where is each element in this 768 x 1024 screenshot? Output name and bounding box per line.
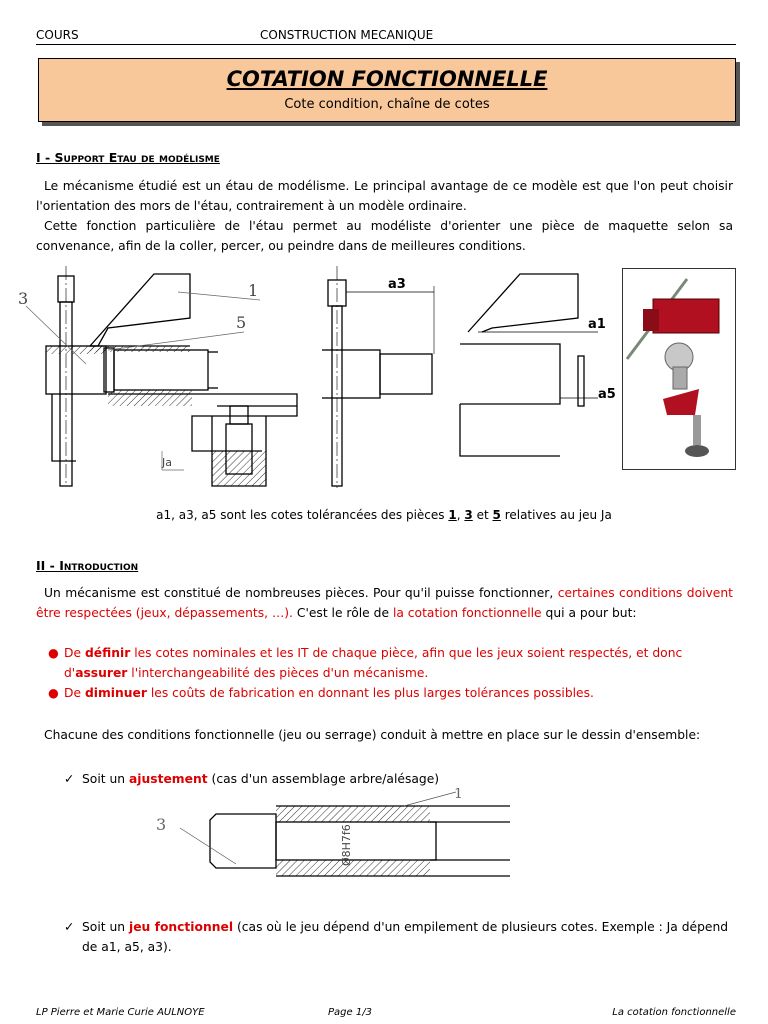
footer-center: Page 1/3 [328,1007,372,1018]
check2-pre: Soit un [82,920,126,934]
caption-sep: , [456,508,461,522]
fit-drawing [150,788,540,898]
label-part3-left: 3 [18,289,29,308]
caption-part5: 5 [492,508,501,522]
fit-label-part1: 1 [454,788,463,802]
intro-a: Un mécanisme est constitué de nombreuses pièces. Pour qu'il puisse fonctionner, [44,586,554,600]
check2-post: (cas où le jeu dépend d'un empilement de plusieurs cotes. Exemple : Ja dépend de a1, a5, a3). [82,920,729,954]
check1-post: (cas d'un assemblage arbre/alésage) [211,772,440,786]
title-box [38,58,736,122]
fit-label-part3: 3 [156,815,167,834]
page-header [36,28,736,45]
label-a5: a5 [598,387,616,402]
intro-red: certaines conditions doivent être respectées (jeux, dépassements, …). [36,586,733,620]
section1-p1: Le mécanisme étudié est un étau de modélisme. Le principal avantage de ce modèle est que l'on peut choisir l'orientation des mors de l'étau, contrairement à un modèle ordinaire. [36,179,733,213]
footer-left: LP Pierre et Marie Curie AULNOYE [36,1007,205,1018]
bullet-item-2 [48,683,733,703]
vise-drawing-right [322,266,622,491]
page-subtitle: Cote condition, chaîne de cotes [284,97,490,112]
vise-drawing-left [12,266,312,491]
vise-photo [622,268,736,470]
fit-label: Ø8H7f6 [340,824,353,866]
section2-heading: II - Introduction [36,558,139,573]
section2-intro [36,583,733,623]
bullet2-bold: diminuer [84,686,147,700]
intro-c: qui a pour but: [545,606,637,620]
header-center: CONSTRUCTION MECANIQUE [260,28,434,42]
checkmark-icon: ✓ [64,772,75,786]
check-item-ajustement [64,769,732,789]
label-a3: a3 [388,277,406,292]
bullet1-post: l'interchangeabilité des pièces d'un mécanisme. [131,666,429,680]
label-part5-left: 5 [236,313,247,332]
bullet2-pre: De [64,686,82,700]
label-ja: Ja [162,456,172,469]
footer-right: La cotation fonctionnelle [612,1007,736,1018]
section1-p2: Cette fonction particulière de l'étau permet au modéliste d'orienter une pièce de maquette selon sa convenance, afin de la coller, percer, ou peindre dans de meilleures conditions. [36,219,733,253]
check-item-jeu [64,917,732,957]
intro-b: C'est le rôle de [296,606,390,620]
page-title: COTATION FONCTIONNELLE [226,67,548,91]
check2-bold: jeu fonctionnel [129,920,234,934]
bullet1-mid: les cotes nominales et les IT de chaque pièce, afin que les jeux soient respectés, et donc d' [64,646,683,680]
label-part1-left: 1 [248,281,259,300]
caption-part3: 3 [464,508,473,522]
caption-part1: 1 [448,508,457,522]
label-a1: a1 [588,317,606,332]
red-dot-icon: ● [48,686,59,700]
bullet-item-1 [48,643,733,683]
check1-pre: Soit un [82,772,126,786]
header-left: COURS [36,28,79,42]
caption [0,508,768,522]
section1-heading: I - Support Etau de modélisme [36,150,220,165]
caption-et: et [476,508,489,522]
checkmark-icon: ✓ [64,920,75,934]
caption-text-c: relatives au jeu Ja [504,508,612,522]
intro-red2: la cotation fonctionnelle [392,606,542,620]
bullet2-mid: les coûts de fabrication en donnant les plus larges tolérances possibles. [150,686,594,700]
bullet1-bold2: assurer [75,666,128,680]
section2-chacune: Chacune des conditions fonctionnelle (jeu ou serrage) conduit à mettre en place sur le dessin d'ensemble: [44,728,701,742]
check1-bold: ajustement [129,772,208,786]
caption-dims: a1, a3, a5 [156,508,217,522]
caption-text-b: sont les cotes tolérancées des pièces [220,508,445,522]
red-dot-icon: ● [48,646,59,660]
bullet1-pre: De [64,646,82,660]
bullet1-bold: définir [84,646,131,660]
